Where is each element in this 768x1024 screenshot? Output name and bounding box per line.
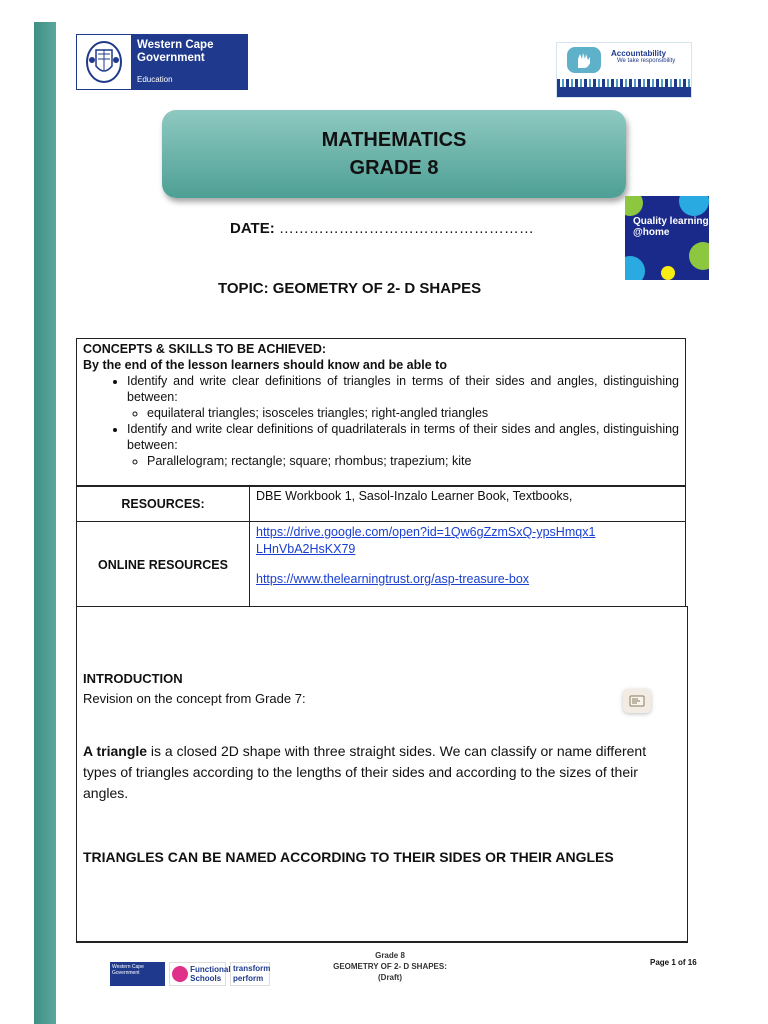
logo-department: Education	[137, 75, 173, 84]
date-blank: ……………………………………………	[274, 220, 534, 237]
document-page	[56, 0, 768, 1024]
resources-value: DBE Workbook 1, Sasol-Inzalo Learner Book, Textbooks,	[250, 487, 686, 522]
introduction-box	[76, 606, 688, 942]
concept-bullet-triangles: • Identify and write clear definitions of triangles in terms of their sides and angles, distinguishing between: ◦ equilateral triangles; isosceles triangles; right-angled triangles	[127, 373, 679, 421]
title-banner	[162, 110, 626, 198]
accountability-title: Accountability	[611, 49, 667, 58]
triangle-naming-heading: TRIANGLES CAN BE NAMED ACCORDING TO THEIR SIDES OR THEIR ANGLES	[83, 849, 614, 865]
introduction-heading: INTRODUCTION	[83, 671, 183, 686]
logo-line-2: Government	[137, 52, 205, 64]
online-resources-label: ONLINE RESOURCES	[77, 522, 250, 609]
wcg-small-logo: Western Cape Government	[110, 962, 165, 986]
transform-perform-logo: transform perform	[230, 962, 270, 986]
drive-link[interactable]: https://drive.google.com/open?id=1Qw6gZzmSxQ-ypsHmqx1LHnVbA2HsKX79	[256, 525, 596, 556]
resources-label: RESOURCES:	[77, 487, 250, 522]
page-number: Page 1 of 16	[650, 958, 697, 967]
accountability-logo	[556, 42, 692, 98]
topic-heading: TOPIC: GEOMETRY OF 2- D SHAPES	[218, 280, 482, 297]
triangle-definition: A triangle is a closed 2D shape with three straight sides. We can classify or name different types of triangles according to the lengths of their sides and according to the sizes of their angles.	[83, 743, 647, 801]
footer-logos	[110, 962, 270, 988]
coat-of-arms-icon	[77, 35, 131, 89]
date-label: DATE:	[230, 220, 275, 237]
side-color-strip	[34, 22, 56, 1024]
functional-schools-logo: Functional Schools	[169, 962, 226, 986]
date-field	[230, 220, 534, 237]
resources-table	[76, 486, 686, 609]
footer-divider	[76, 942, 688, 943]
subject-title: MATHEMATICS	[321, 129, 467, 151]
concepts-subheading: By the end of the lesson learners should know and be able to	[83, 358, 447, 372]
revision-text: Revision on the concept from Grade 7:	[83, 691, 306, 706]
table-row	[77, 522, 686, 609]
accountability-subtitle: We take responsibility	[617, 58, 676, 64]
concepts-box	[76, 338, 686, 486]
concept-sub-triangles: ◦ equilateral triangles; isosceles triangles; right-angled triangles	[147, 405, 679, 421]
qlh-text: Quality learning @home	[633, 216, 709, 238]
footer-title: Grade 8 GEOMETRY OF 2- D SHAPES: (Draft)	[333, 951, 447, 982]
western-cape-government-logo	[76, 34, 248, 90]
concept-sub-quadrilaterals: ◦ Parallelogram; rectangle; square; rhombus; trapezium; kite	[147, 453, 679, 469]
hand-icon	[567, 47, 601, 73]
logo-line-1: Western Cape	[137, 39, 214, 51]
concepts-heading: CONCEPTS & SKILLS TO BE ACHIEVED:	[83, 342, 327, 356]
online-resources-links	[250, 522, 686, 609]
learning-trust-link[interactable]: https://www.thelearningtrust.org/asp-treasure-box	[256, 572, 530, 586]
grade-title: GRADE 8	[349, 157, 439, 179]
note-icon[interactable]	[623, 689, 651, 713]
quality-learning-home-logo	[625, 196, 709, 280]
table-row	[77, 487, 686, 522]
triangle-term: A triangle	[83, 743, 148, 759]
concept-bullet-quadrilaterals: • Identify and write clear definitions of quadrilaterals in terms of their sides and angles, distinguishing between: ◦ Parallelogram; rectangle; square; rhombus; trapezium; kite	[127, 421, 679, 469]
